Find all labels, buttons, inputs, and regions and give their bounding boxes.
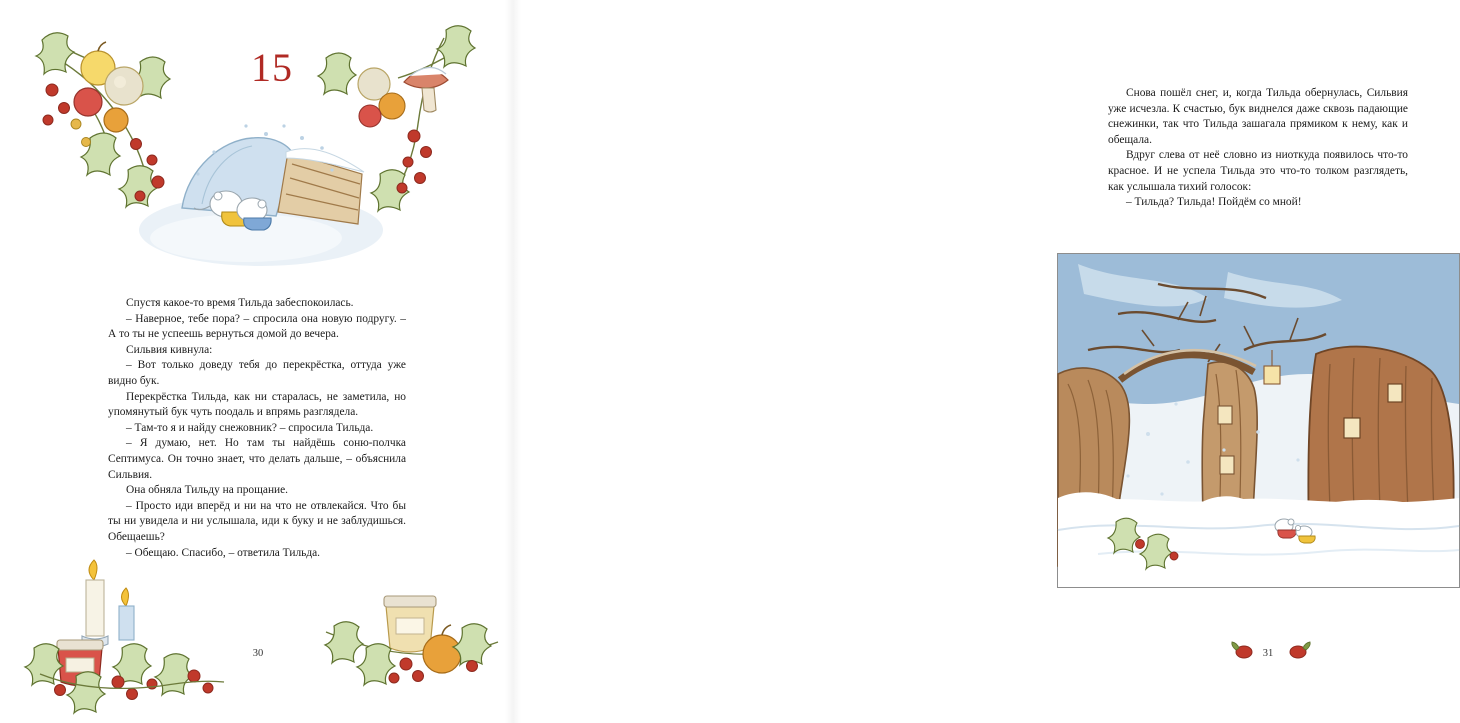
paragraph: – Тильда? Тильда! Пойдём со мной!: [1126, 196, 1302, 209]
illustration-winter-forest: [1057, 253, 1460, 588]
paragraph: – Там-то я и найду снежовник? – спросила Тильда.: [126, 421, 374, 434]
paragraph: Вдруг слева от неё словно из ниоткуда появилось что-то красное. И не успела Тильда это что-то толком разглядеть, как услышала тихий голосок:: [1108, 149, 1408, 193]
paragraph: – Я думаю, нет. Но там ты найдёшь соню-полчка Септимуса. Он точно знает, что делать дальше, – объяснила Сильвия.: [108, 437, 406, 481]
page-number-left: 30: [252, 648, 264, 659]
page-number-right: 31: [1262, 648, 1274, 659]
paragraph: Сильвия кивнула:: [126, 343, 213, 356]
right-page-body: [1108, 86, 1408, 211]
left-page: [0, 0, 512, 723]
paragraph: Спустя какое-то время Тильда забеспокоилась.: [126, 297, 354, 309]
paragraph: Перекрёстка Тильда, как ни старалась, не заметила, но упомянутый бук чуть поодаль и впрямь разглядела.: [108, 390, 406, 419]
holly-apples-berries-ornament: [28, 24, 248, 214]
paragraph: – Вот только доведу тебя до перекрёстка, оттуда уже видно бук.: [108, 359, 406, 387]
left-page-body: [108, 296, 406, 561]
holly-mushroom-berries-ornament: [318, 24, 488, 224]
paragraph: – Обещаю. Спасибо, – ответила Тильда.: [126, 546, 321, 559]
paragraph: – Наверное, тебе пора? – спросила она новую подругу. – А то ты не успеешь вернуться домой до вечера.: [108, 312, 406, 341]
rosehip-berry-icon: [1286, 640, 1312, 662]
paragraph: Снова пошёл снег, и, когда Тильда обернулась, Сильвия уже исчезла. К счастью, бук виднелся даже сквозь падающие снежинки, так что Тильда зашагала прямиком к нему, как и обещала.: [1108, 87, 1408, 146]
paragraph: Она обняла Тильду на прощание.: [126, 484, 289, 497]
mice-under-snowy-shelter-vignette: [126, 112, 396, 272]
candle-jam-jar-holly-ornament: [30, 562, 230, 702]
honey-jar-apple-holly-ornament: [322, 570, 502, 700]
chapter-number: 15: [251, 45, 293, 90]
right-page: [512, 0, 1408, 723]
paragraph: – Просто иди вперёд и ни на что не отвлекайся. Что бы ты ни увидела и ни услышала, иди к буку и не заблудишься. Обещаешь?: [108, 499, 406, 543]
